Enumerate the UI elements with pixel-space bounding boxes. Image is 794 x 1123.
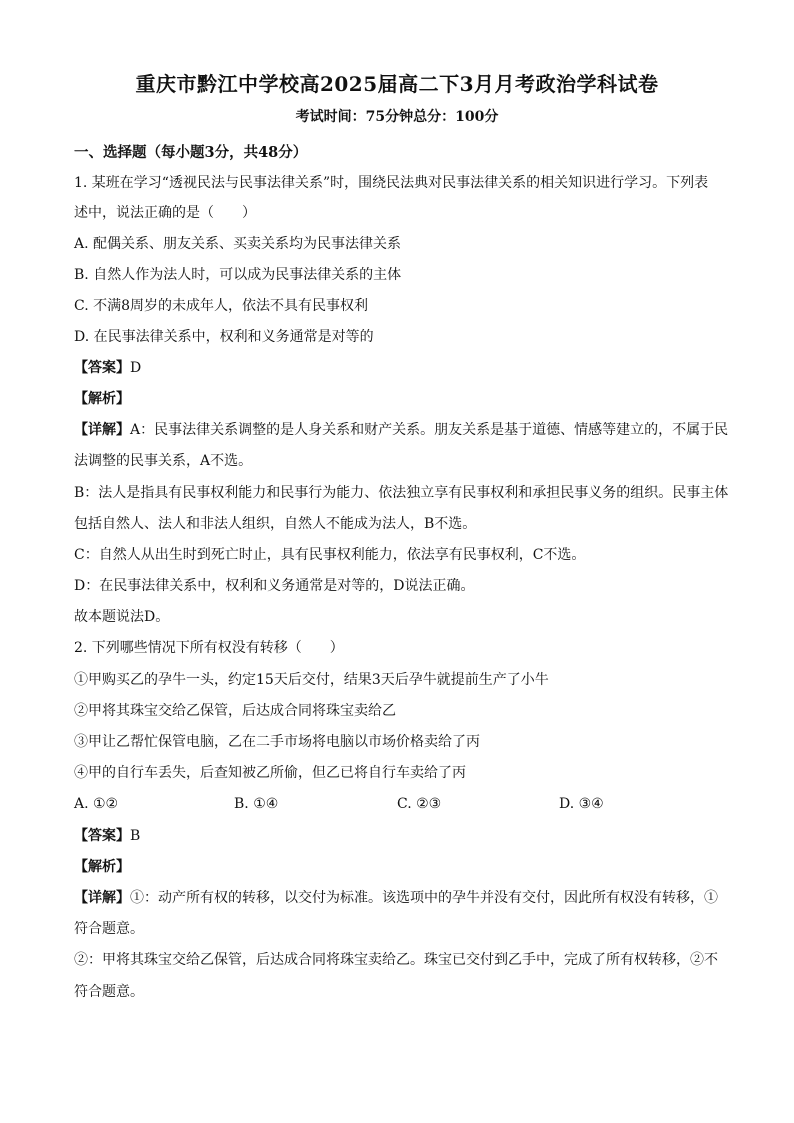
q1-stem-line1: 1. 某班在学习“透视民法与民事法律关系”时，围绕民法典对民事法律关系的相关知识进行学习。下列表 [74, 175, 709, 191]
q1-answer-value: D [130, 360, 142, 376]
q1-detail-line7: 故本题说法D。 [74, 609, 170, 625]
section-heading: 一、选择题（每小题3分，共48分） [74, 144, 308, 161]
q1-option-a: A. 配偶关系、朋友关系、买卖关系均为民事法律关系 [74, 236, 402, 252]
q1-option-b: B. 自然人作为法人时，可以成为民事法律关系的主体 [74, 267, 402, 283]
q2-choice-a: A. ①② [74, 796, 119, 812]
q1-detail-line4: 包括自然人、法人和非法人组织，自然人不能成为法人，B不选。 [74, 516, 477, 532]
q2-detail-line1 [74, 888, 724, 908]
q2-choice-c: C. ②③ [397, 796, 442, 812]
q2-detail-line2: 符合题意。 [74, 921, 144, 937]
q2-detail-label: 【详解】 [74, 890, 130, 906]
q2-detail-line4: 符合题意。 [74, 984, 144, 1000]
exam-title: 重庆市黔江中学校高2025届高二下3月月考政治学科试卷 [135, 72, 659, 96]
q1-stem-line2: 述中，说法正确的是（ ） [74, 205, 256, 221]
q1-option-d: D. 在民事法律关系中，权利和义务通常是对等的 [74, 329, 374, 345]
q1-answer-label: 【答案】 [74, 360, 130, 376]
q1-detail-line1 [74, 420, 729, 440]
q1-detail-label: 【详解】 [74, 422, 130, 438]
q2-answer [74, 826, 724, 846]
q2-item-1: ①甲购买乙的孕牛一头，约定15天后交付，结果3天后孕牛就提前生产了小牛 [74, 672, 549, 688]
q1-answer [74, 358, 724, 378]
q1-detail-line2: 法调整的民事关系，A不选。 [74, 453, 253, 469]
exam-subtitle: 考试时间：75分钟总分：100分 [295, 109, 499, 125]
q2-detail-line3: ②：甲将其珠宝交给乙保管，后达成合同将珠宝卖给乙。珠宝已交付到乙手中，完成了所有权转移，②不 [74, 952, 718, 968]
q2-detail-text1: ①：动产所有权的转移，以交付为标准。该选项中的孕牛并没有交付，因此所有权没有转移，① [130, 890, 718, 906]
q1-detail-text1: A：民事法律关系调整的是人身关系和财产关系。朋友关系是基于道德、情感等建立的，不属于民 [130, 422, 729, 438]
q2-choice-d: D. ③④ [559, 796, 604, 812]
q2-item-4: ④甲的自行车丢失，后查知被乙所偷，但乙已将自行车卖给了丙 [74, 765, 466, 781]
q2-item-3: ③甲让乙帮忙保管电脑，乙在二手市场将电脑以市场价格卖给了丙 [74, 734, 480, 750]
q1-detail-line6: D：在民事法律关系中，权利和义务通常是对等的，D说法正确。 [74, 578, 475, 594]
q2-analysis-label: 【解析】 [74, 859, 130, 875]
q2-item-2: ②甲将其珠宝交给乙保管，后达成合同将珠宝卖给乙 [74, 703, 396, 719]
q1-analysis-label: 【解析】 [74, 391, 130, 407]
q1-option-c: C. 不满8周岁的未成年人，依法不具有民事权利 [74, 298, 369, 314]
q2-choice-b: B. ①④ [234, 796, 279, 812]
q1-detail-line3: B：法人是指具有民事权利能力和民事行为能力、依法独立享有民事权利和承担民事义务的组织。民事主体 [74, 485, 729, 501]
q1-detail-line5: C：自然人从出生时到死亡时止，具有民事权利能力，依法享有民事权利，C不选。 [74, 547, 586, 563]
q2-answer-label: 【答案】 [74, 828, 130, 844]
q2-answer-value: B [130, 828, 141, 844]
q2-stem: 2. 下列哪些情况下所有权没有转移（ ） [74, 640, 344, 656]
